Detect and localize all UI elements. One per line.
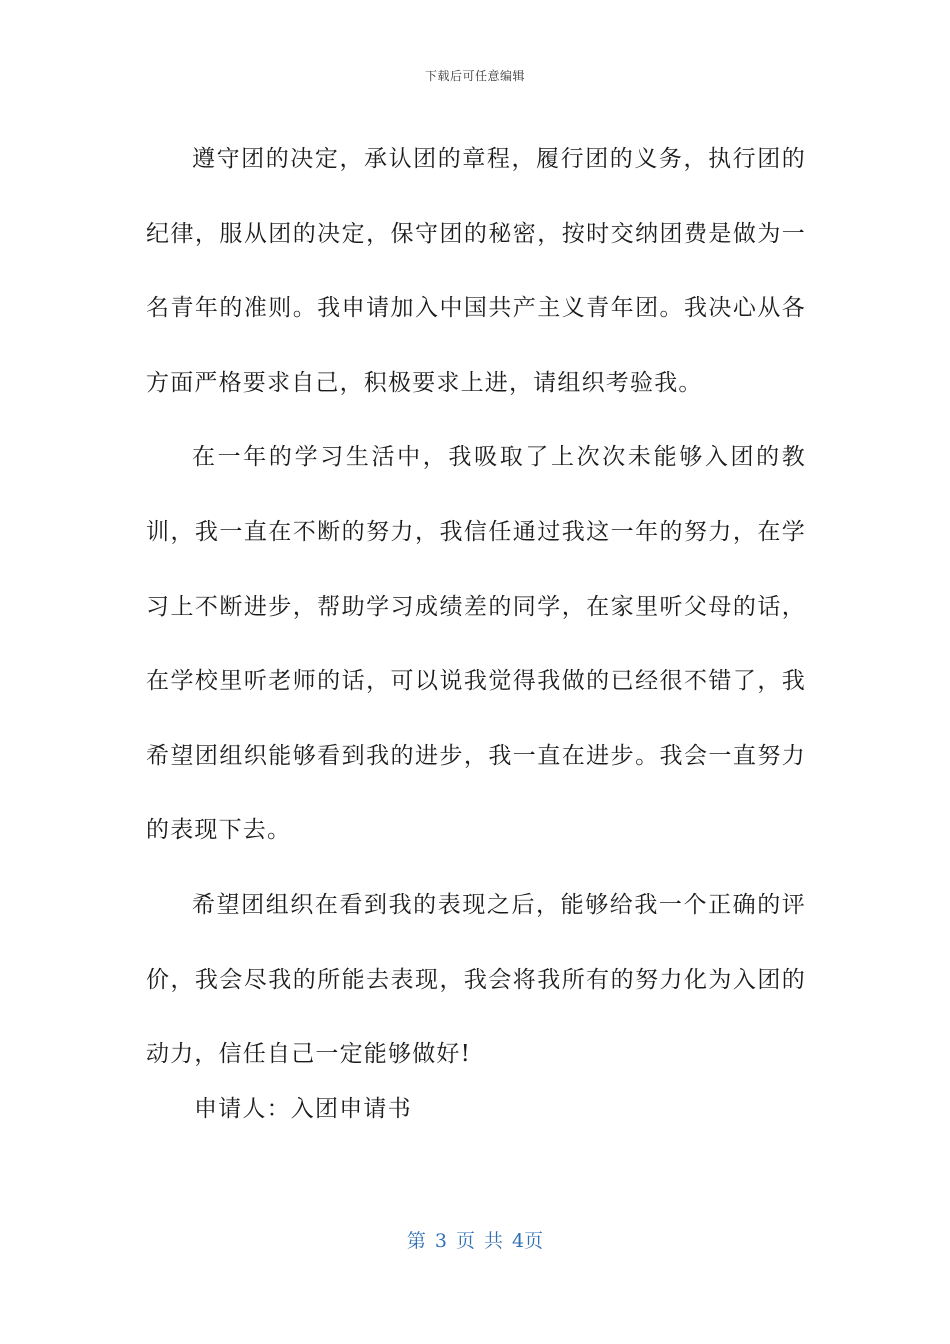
paragraph-1: 遵守团的决定，承认团的章程，履行团的义务，执行团的纪律，服从团的决定，保守团的秘密，按时交纳团费是做为一名青年的准则。我申请加入中国共产主义青年团。我决心从各方面严格要求自己，积极要求上进，请组织考验我。 <box>146 146 806 396</box>
paragraph-2: 在一年的学习生活中，我吸取了上次次未能够入团的教训，我一直在不断的努力，我信任通过我这一年的努力，在学习上不断进步，帮助学习成绩差的同学，在家里听父母的话，在学校里听老师的话，可以说我觉得我做的已经很不错了，我希望团组织能够看到我的进步，我一直在进步。我会一直努力的表现下去。 <box>146 444 806 844</box>
paragraph-3: 希望团组织在看到我的表现之后，能够给我一个正确的评价，我会尽我的所能去表现，我会将我所有的努力化为入团的动力，信任自己一定能够做好! <box>146 891 806 1068</box>
footer-total-label: 共 <box>484 1230 504 1252</box>
footer-total-pages: 4页 <box>512 1230 544 1252</box>
header-note: 下载后可任意编辑 <box>424 69 525 83</box>
signature-line: 申请人：入团申请书 <box>194 1096 412 1122</box>
document-body <box>146 122 806 1092</box>
footer-current-page: 3 <box>434 1230 447 1252</box>
footer-page-label: 页 <box>455 1230 475 1252</box>
footer-prefix: 第 <box>406 1230 426 1252</box>
page-footer <box>0 1226 950 1253</box>
